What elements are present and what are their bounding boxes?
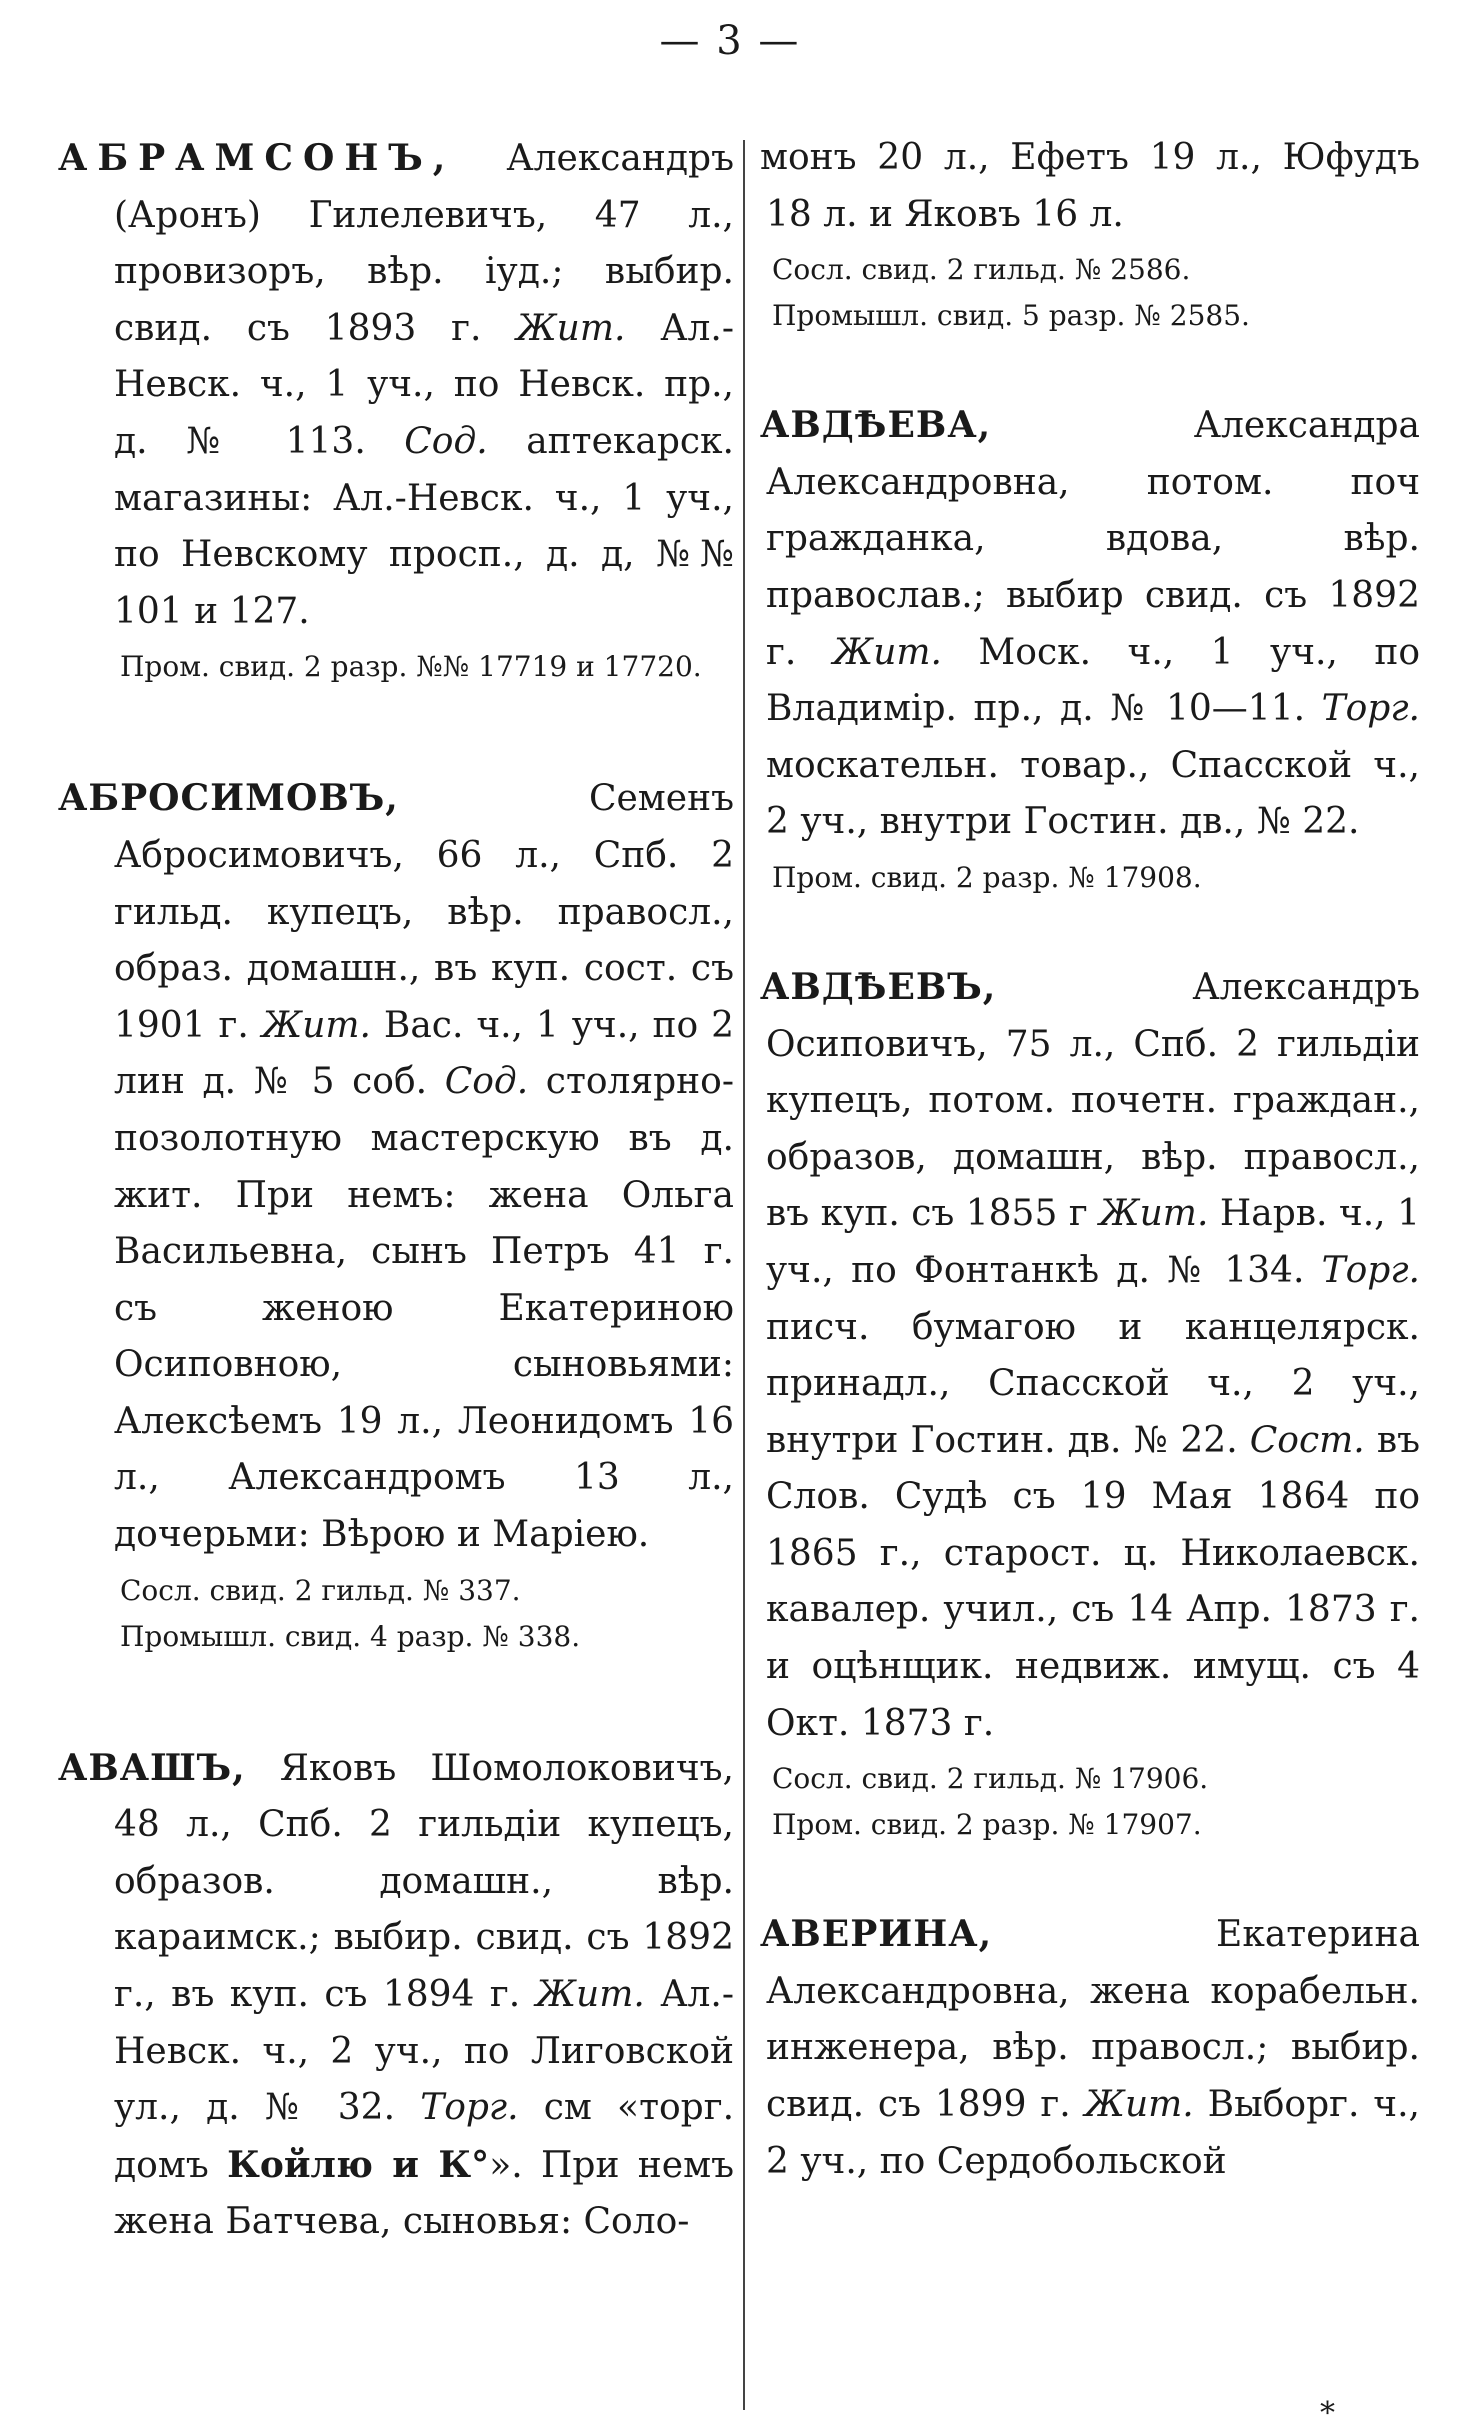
entry-fragment: Семенъ Абросимовичъ, 66 л., Спб. 2 гильд. купецъ, вѣр. правосл., образ. домашн., въ куп. сост. съ 1901 г. [114,778,734,1046]
entry-fragment: см «торг. домъ [114,2087,735,2186]
entry-fragment: Выборг. ч., 2 уч., по Сердобольской [766,2084,1420,2182]
left-column [58,130,734,2251]
entry-licenses [760,247,1420,339]
entry-fragment: Александръ (Аронъ) Гилелевичъ, 47 л., провизоръ, вѣр. іуд.; выбир. свид. съ 1893 г. [114,138,734,349]
entry-avash [58,1740,734,2251]
entry-text [760,1906,1420,2190]
entry-fragment: аптекарск. магазины: Ал.-Невск. ч., 1 уч., по Невскому просп., д. д, №№ 101 и 127. [114,420,734,632]
entry-abramson [58,130,734,690]
entry-licenses [58,644,734,690]
entry-fragment: Нарв. ч., 1 уч., по Фонтанкѣ д. № 134. [766,1193,1420,1291]
entry-fragment-italic: Жит. [535,1974,645,2016]
entry-surname: АВДѢЕВЪ, [760,965,997,1008]
column-divider [743,140,745,2410]
entry-avdeev [760,959,1420,1848]
entry-fragment: Яковъ Шомолоковичъ, 48 л., Спб. 2 гильдіи купецъ, образов. домашн., вѣр. караимск.; выбир. свид. съ 1892 г., въ куп. съ 1894 г. [114,1747,734,2016]
license-line: Промышл. свид. 4 разр. № 338. [120,1619,581,1653]
entry-text [760,959,1420,1752]
page-number: — 3 — [659,18,801,64]
entry-fragment: москательн. товар., Спасской ч., 2 уч., внутри Гостин. дв., № 22. [766,744,1420,843]
entry-licenses [760,1756,1420,1848]
footer-mark: * [1320,2396,1335,2431]
entry-averina [760,1906,1420,2190]
entry-fragment-italic: Жит. [1099,1193,1209,1235]
entry-fragment-italic: Торг. [420,2087,519,2129]
entry-fragment-italic: Жит. [832,631,942,673]
entry-surname: АБРОСИМОВЪ, [58,777,399,820]
entry-surname: АВЕРИНА, [760,1913,993,1956]
entry-licenses [58,1568,734,1660]
entry-text [58,130,734,640]
entry-text [58,770,734,1563]
entry-abrosimov [58,770,734,1659]
entry-fragment: Ал.-Невск. ч., 2 уч., по Лиговской ул., д. № 32. [114,1974,734,2129]
entry-fragment: Вас. ч., 1 уч., по 2 лин д. № 5 соб. [114,1004,734,1103]
entry-fragment-italic: Сост. [1249,1419,1365,1461]
entry-fragment-italic: Торг. [1321,1249,1420,1291]
entry-surname: АБРАМСОНЪ, [58,137,456,179]
license-line: Пром. свид. 2 разр. № 17908. [772,860,1202,894]
license-line: Сосл. свид. 2 гильд. № 17906. [772,1762,1209,1796]
entry-fragment-italic: Жит. [516,307,626,349]
right-column [760,130,1420,2190]
entry-surname: АВАШЪ, [58,1746,246,1789]
entry-fragment-italic: Сод. [444,1061,529,1103]
license-line: Промышл. свид. 5 разр. № 2585. [772,299,1250,333]
license-line: Сосл. свид. 2 гильд. № 337. [120,1573,521,1607]
entry-fragment: Моск. ч., 1 уч., по Владимір. пр., д. № 10—11. [766,631,1420,730]
continuation-text: монъ 20 л., Ефетъ 19 л., Юфудъ 18 л. и Яковъ 16 л. [760,137,1420,235]
entry-text [58,1740,734,2251]
entry-fragment-bold: Койлю и К° [227,2143,490,2186]
entry-text [760,397,1420,851]
entry-fragment: Александра Александровна, потом. поч гражданка, вдова, вѣр. православ.; выбир свид. съ 1892 г. [766,405,1420,673]
entry-surname: АВДѢЕВА, [760,404,992,447]
entry-continuation [760,130,1420,339]
entry-fragment-italic: Жит. [1084,2084,1194,2126]
entry-fragment: Екатерина Александровна, жена корабельн. инженера, вѣр. правосл.; выбир. свид. съ 1899 г. [766,1914,1420,2126]
license-line: Пром. свид. 2 разр. №№ 17719 и 17720. [120,650,702,684]
entry-fragment: ». При немъ жена Батчева, сыновья: Соло- [114,2144,734,2243]
entry-fragment: Ал.-Невск. ч., 1 уч., по Невск. пр., д. № 113. [114,307,734,462]
license-line: Сосл. свид. 2 гильд. № 2586. [772,253,1191,287]
entry-fragment-italic: Сод. [404,420,488,462]
license-line: Пром. свид. 2 разр. № 17907. [772,1808,1202,1842]
entry-fragment: писч. бумагою и канцелярск. принадл., Спасской ч., 2 уч., внутри Гостин. дв. № 22. [766,1306,1420,1461]
entry-avdeeva [760,397,1420,901]
entry-licenses [760,855,1420,901]
entry-fragment-italic: Жит. [261,1004,371,1046]
entry-fragment: столярно-позолотную мастерскую въ д. жит. При немъ: жена Ольга Васильевна, сынъ Петръ 41 г. съ женою Екатериною Осиповною, сыновьями: Алексѣемъ 19 л., Леонидомъ 16 л., Александромъ 13 л., дочерьми: Вѣрою и Маріею. [114,1061,735,1556]
entry-fragment: Александръ Осиповичъ, 75 л., Спб. 2 гильдіи купецъ, потом. почетн. граждан., образов, домашн, вѣр. правосл., въ куп. съ 1855 г [766,966,1420,1235]
entry-fragment: въ Слов. Судѣ съ 19 Мая 1864 по 1865 г., старост. ц. Николаевск. кавалер. учил., съ 14 Апр. 1873 г. и оцѣнщик. недвиж. имущ. съ 4 Окт. 1873 г. [766,1419,1420,1744]
entry-fragment-italic: Торг. [1321,688,1420,730]
